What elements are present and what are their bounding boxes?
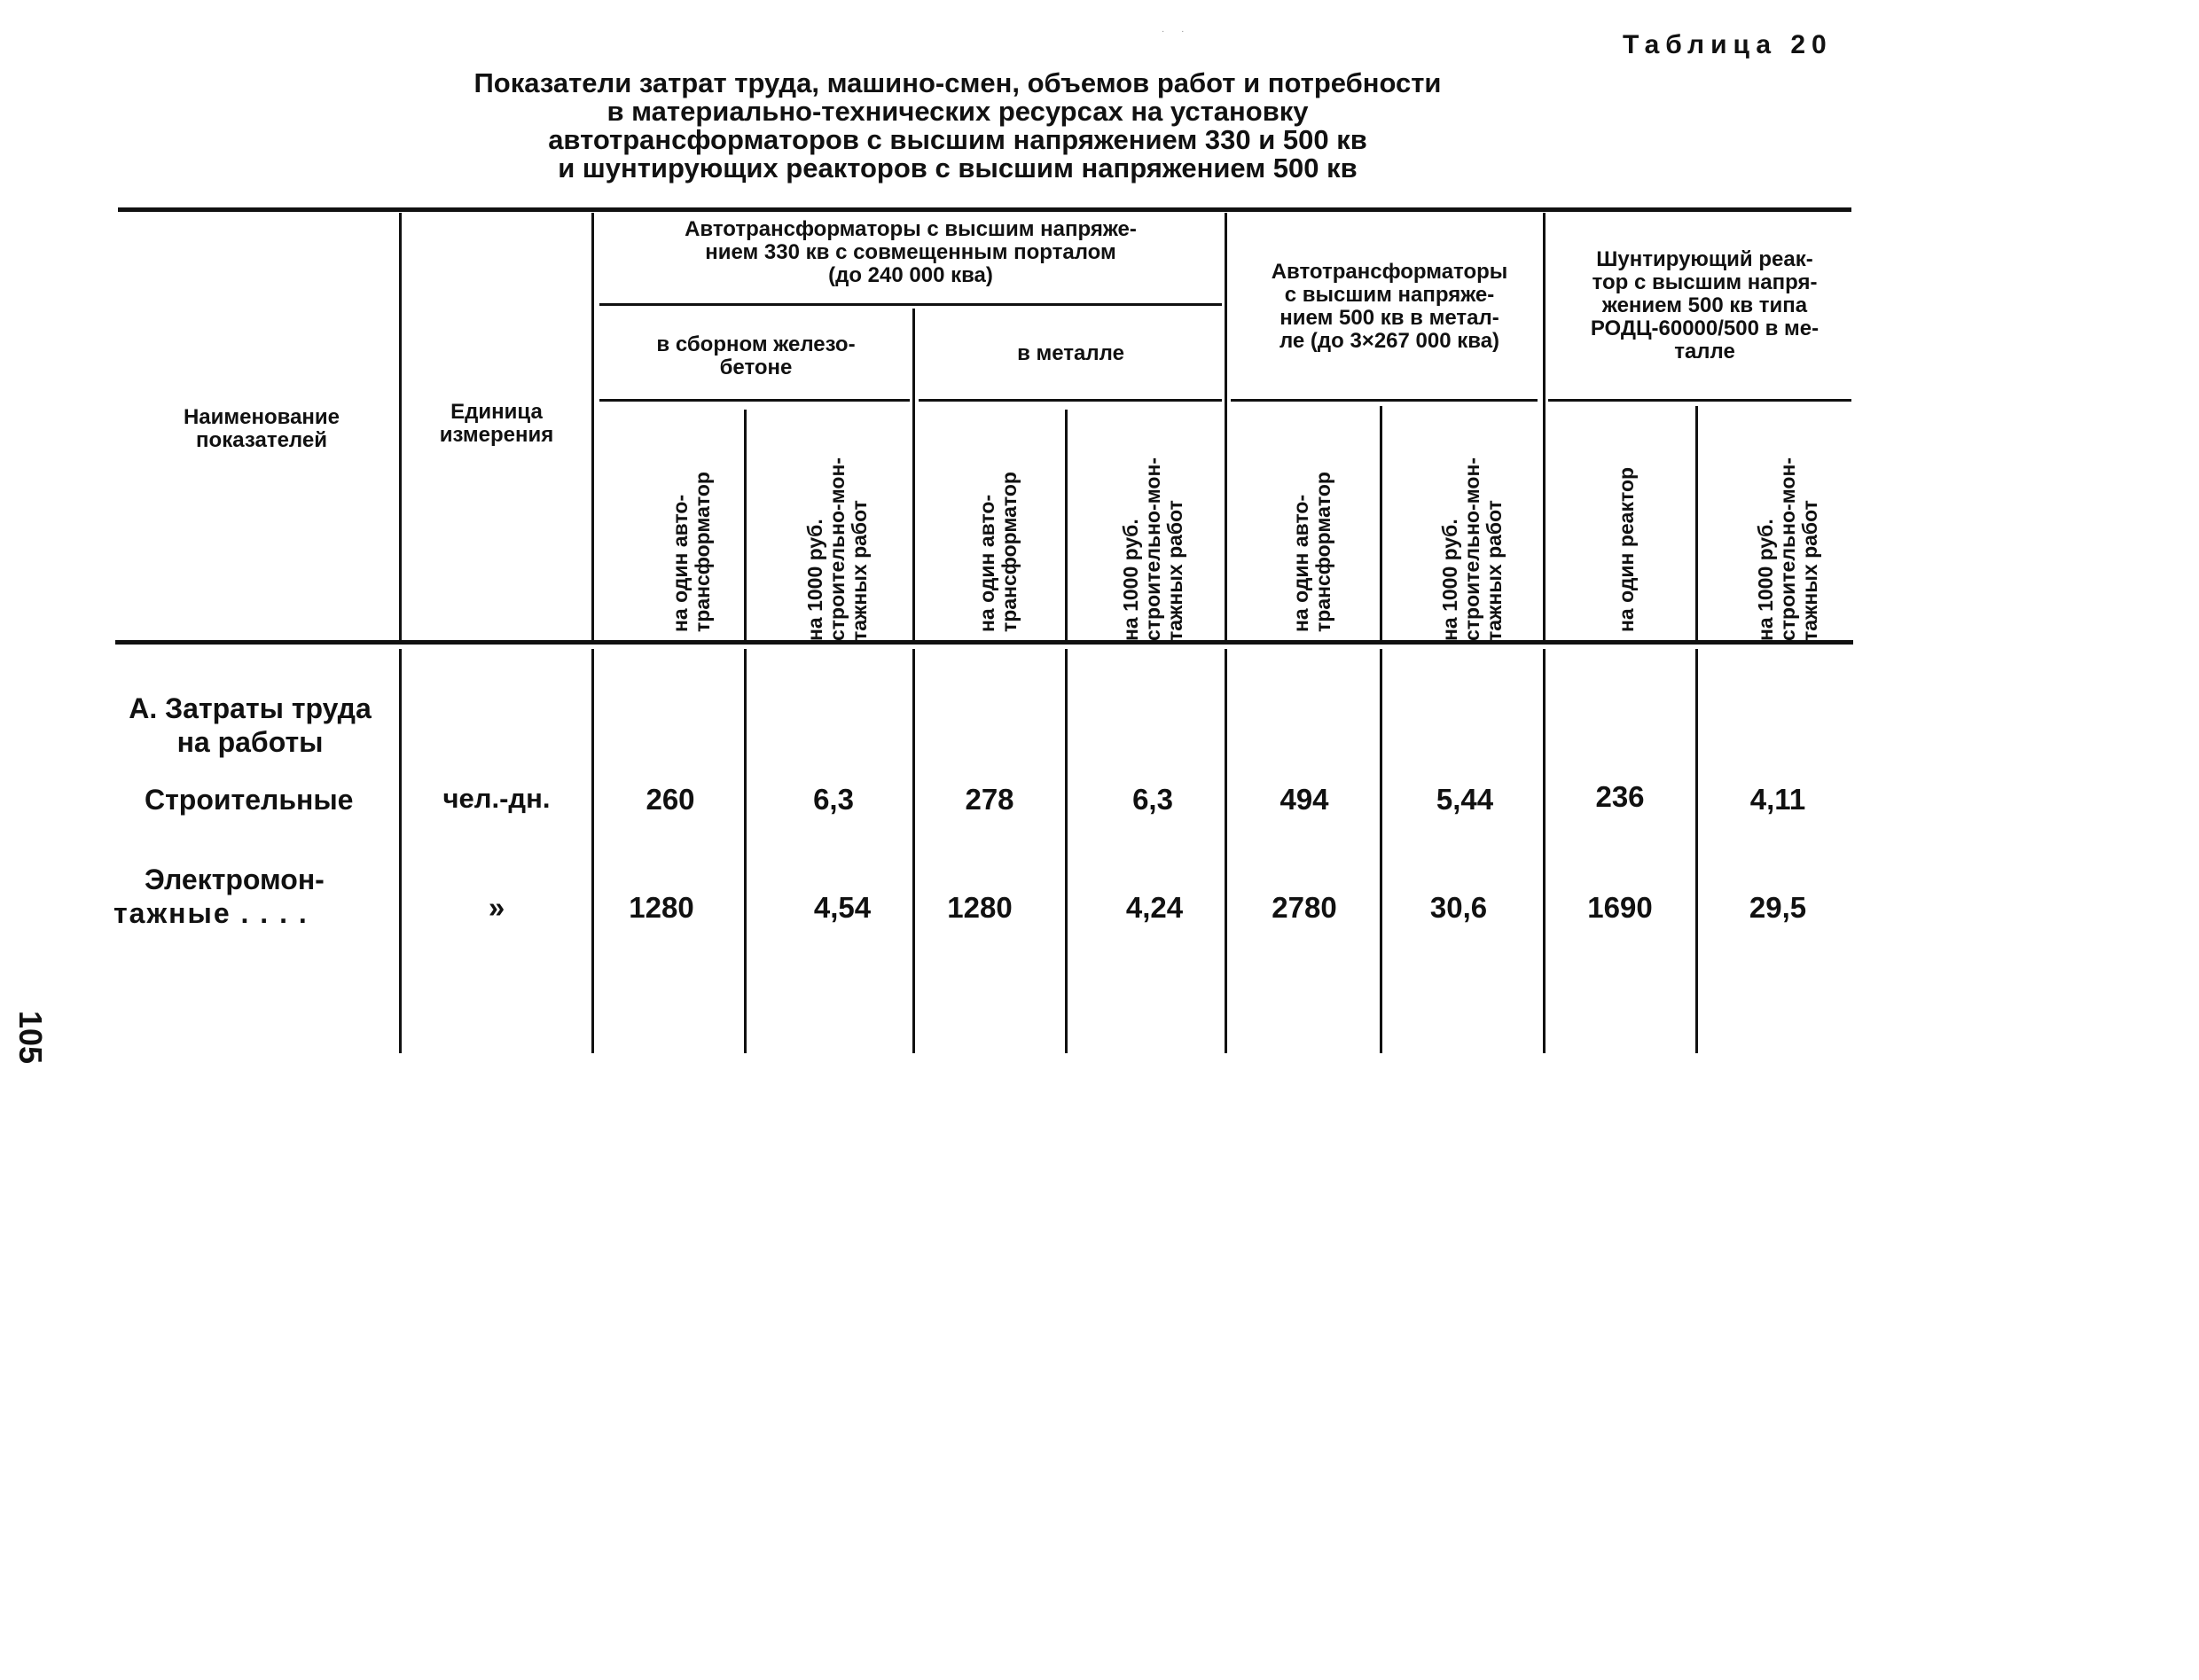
table-cell: 236 <box>1595 780 1645 813</box>
col-divider <box>744 410 747 640</box>
table-cell: 6,3 <box>1132 783 1173 816</box>
table-cell: 5,44 <box>1436 783 1494 816</box>
rotated-header-per-autotransformer: на один авто- трансформатор <box>975 472 1021 632</box>
col-divider <box>1225 649 1227 1053</box>
row-unit: » <box>488 891 505 924</box>
table-cell: 29,5 <box>1749 891 1807 924</box>
row-name: Строительные <box>145 784 354 816</box>
col-divider <box>1225 213 1227 640</box>
group2-header: Автотрансформаторы с высшим напряже- нием 500 кв в метал- ле (до 3×267 000 ква) <box>1271 260 1508 353</box>
col-divider <box>1543 213 1546 640</box>
group1-sub-concrete-header: в сборном железо- бетоне <box>656 332 856 379</box>
col-divider <box>1380 406 1382 640</box>
table-cell: 6,3 <box>813 783 854 816</box>
table-cell: 4,11 <box>1749 783 1806 816</box>
table-cell: 260 <box>646 783 695 816</box>
name-column-header: Наименование показателей <box>183 405 340 452</box>
col-divider <box>1065 410 1068 640</box>
rotated-header-per-1000-rub: на 1000 руб. строительно-мон- тажных работ <box>1119 457 1186 641</box>
col-divider <box>912 649 915 1053</box>
col-divider <box>1065 649 1068 1053</box>
group1-sub-rule <box>599 303 1222 306</box>
page-number: 105 <box>12 1011 49 1065</box>
table-cell: 278 <box>965 783 1014 816</box>
row-name: Электромон- тажные . . . . <box>113 863 325 929</box>
table-cell: 4,54 <box>813 891 872 924</box>
rotated-header-per-1000-rub: на 1000 руб. строительно-мон- тажных работ <box>1754 457 1821 641</box>
table-cell: 494 <box>1279 783 1329 816</box>
row-unit: чел.-дн. <box>442 783 551 814</box>
title-line: и шунтирующих реакторов с высшим напряжением 500 кв <box>558 152 1358 184</box>
table-cell: 1280 <box>629 891 694 924</box>
title-line: автотрансформаторов с высшим напряжением 330 и 500 кв <box>548 124 1367 155</box>
col-divider <box>1543 649 1546 1053</box>
rotated-header-per-1000-rub: на 1000 руб. строительно-мон- тажных работ <box>803 457 871 641</box>
col-divider <box>1695 406 1698 640</box>
rotated-header-per-autotransformer: на один авто- трансформатор <box>1289 472 1334 632</box>
group1-sub-metal-header: в металле <box>1017 341 1124 365</box>
section-a-title: А. Затраты труда на работы <box>129 692 372 758</box>
col-divider <box>1380 649 1382 1053</box>
rotated-header-per-1000-rub: на 1000 руб. строительно-мон- тажных работ <box>1438 457 1506 641</box>
col-divider <box>399 213 402 640</box>
group1-header: Автотрансформаторы с высшим напряже- нием 330 кв с совмещенным порталом (до 240 000 ква) <box>685 217 1137 287</box>
table-title <box>426 69 1490 183</box>
col-divider <box>744 649 747 1053</box>
table-top-rule <box>118 207 1851 212</box>
title-line: Показатели затрат труда, машино-смен, объемов работ и потребности <box>473 67 1442 98</box>
table-cell: 1280 <box>947 891 1013 924</box>
header-bottom-rule <box>115 640 1853 645</box>
table-label: Таблица 20 <box>1623 30 1833 59</box>
col-divider <box>1695 649 1698 1053</box>
title-line: в материально-технических ресурсах на установку <box>606 96 1309 127</box>
table-cell: 1690 <box>1587 891 1653 924</box>
group3-header: Шунтирующий реак- тор с высшим напря- жением 500 кв типа РОДЦ-60000/500 в ме- талле <box>1590 247 1819 363</box>
rotated-header-per-autotransformer: на один авто- трансформатор <box>669 472 714 632</box>
scan-dust: · · <box>1162 27 1192 36</box>
col-divider <box>591 213 594 640</box>
col-divider <box>399 649 402 1053</box>
table-cell: 30,6 <box>1429 891 1488 924</box>
col-divider <box>591 649 594 1053</box>
rotated-header-per-reactor: на один реактор <box>1615 466 1638 632</box>
table-cell: 2780 <box>1272 891 1337 924</box>
table-cell: 4,24 <box>1125 891 1184 924</box>
unit-column-header: Единица измерения <box>439 400 554 447</box>
col-divider <box>912 309 915 640</box>
